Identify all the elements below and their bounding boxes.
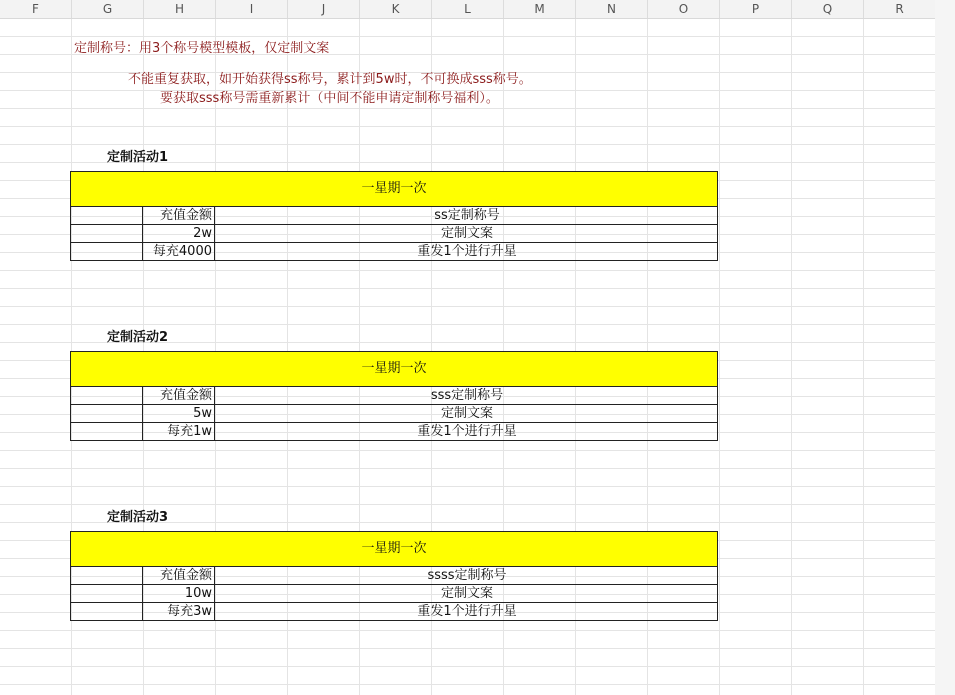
activity-1-header[interactable]: 一星期一次 bbox=[70, 171, 718, 207]
grid-row-line bbox=[0, 450, 955, 451]
value-cell[interactable]: 重发1个进行升星 bbox=[417, 604, 517, 619]
grid-row-line bbox=[0, 288, 955, 289]
grid-row-line bbox=[0, 486, 955, 487]
amount-cell[interactable]: 每充4000 bbox=[143, 243, 215, 260]
table-row bbox=[70, 567, 718, 585]
table-row bbox=[70, 423, 718, 441]
activity-1-title: 定制活动1 bbox=[107, 150, 169, 165]
column-header-j[interactable]: J bbox=[288, 0, 360, 18]
grid-row-line bbox=[0, 468, 955, 469]
column-header-m[interactable]: M bbox=[504, 0, 576, 18]
value-cell[interactable]: 定制文案 bbox=[440, 406, 493, 421]
grid-row-line bbox=[0, 108, 955, 109]
amount-cell[interactable]: 每充1w bbox=[143, 423, 215, 440]
empty-cell[interactable] bbox=[71, 603, 143, 620]
grid-row-line bbox=[0, 306, 955, 307]
amount-cell[interactable]: 充值金额 bbox=[143, 387, 215, 404]
value-cell[interactable]: ssss定制称号 bbox=[427, 568, 507, 583]
grid-row-line bbox=[0, 126, 955, 127]
column-header-i[interactable]: I bbox=[216, 0, 288, 18]
value-cell[interactable]: sss定制称号 bbox=[430, 388, 504, 403]
table-row bbox=[70, 585, 718, 603]
amount-cell[interactable]: 10w bbox=[143, 585, 215, 602]
empty-cell[interactable] bbox=[71, 585, 143, 602]
empty-cell[interactable] bbox=[71, 207, 143, 224]
column-header-h[interactable]: H bbox=[144, 0, 216, 18]
empty-cell[interactable] bbox=[71, 225, 143, 242]
column-header-r[interactable]: R bbox=[864, 0, 936, 18]
grid-row-line bbox=[0, 648, 955, 649]
amount-cell[interactable]: 2w bbox=[143, 225, 215, 242]
value-cell[interactable]: 定制文案 bbox=[440, 586, 493, 601]
table-row bbox=[70, 603, 718, 621]
empty-cell[interactable] bbox=[71, 405, 143, 422]
activity-3-title: 定制活动3 bbox=[107, 510, 169, 525]
table-row bbox=[70, 387, 718, 405]
table-row bbox=[70, 243, 718, 261]
note-rule-1: 不能重复获取，如开始获得ss称号，累计到5w时，不可换成sss称号。 bbox=[128, 72, 532, 87]
grid-row-line bbox=[0, 270, 955, 271]
empty-cell[interactable] bbox=[71, 423, 143, 440]
grid-row-line bbox=[0, 144, 955, 145]
column-header-k[interactable]: K bbox=[360, 0, 432, 18]
empty-cell[interactable] bbox=[71, 243, 143, 260]
amount-cell[interactable]: 每充3w bbox=[143, 603, 215, 620]
amount-cell[interactable]: 充值金额 bbox=[143, 567, 215, 584]
grid-row-line bbox=[0, 630, 955, 631]
note-rule-2: 要获取sss称号需重新累计（中间不能申请定制称号福利）。 bbox=[160, 91, 499, 106]
value-cell[interactable]: 定制文案 bbox=[440, 226, 493, 241]
table-row bbox=[70, 225, 718, 243]
column-header-g[interactable]: G bbox=[72, 0, 144, 18]
table-row bbox=[70, 207, 718, 225]
table-row bbox=[70, 405, 718, 423]
activity-2-header[interactable]: 一星期一次 bbox=[70, 351, 718, 387]
amount-cell[interactable]: 充值金额 bbox=[143, 207, 215, 224]
amount-cell[interactable]: 5w bbox=[143, 405, 215, 422]
column-header-q[interactable]: Q bbox=[792, 0, 864, 18]
activity-2-title: 定制活动2 bbox=[107, 330, 169, 345]
activity-3-header[interactable]: 一星期一次 bbox=[70, 531, 718, 567]
grid-row-line bbox=[0, 684, 955, 685]
vertical-scrollbar[interactable] bbox=[935, 0, 955, 695]
column-header-n[interactable]: N bbox=[576, 0, 648, 18]
value-cell[interactable]: 重发1个进行升星 bbox=[417, 244, 517, 259]
column-header-o[interactable]: O bbox=[648, 0, 720, 18]
grid-row-line bbox=[0, 504, 955, 505]
empty-cell[interactable] bbox=[71, 567, 143, 584]
grid-row-line bbox=[0, 324, 955, 325]
value-cell[interactable]: ss定制称号 bbox=[434, 208, 500, 223]
grid-row-line bbox=[0, 666, 955, 667]
column-header-f[interactable]: F bbox=[0, 0, 72, 18]
note-title: 定制称号：用3个称号模型模板，仅定制文案 bbox=[74, 41, 330, 56]
value-cell[interactable]: 重发1个进行升星 bbox=[417, 424, 517, 439]
column-header-l[interactable]: L bbox=[432, 0, 504, 18]
column-header-p[interactable]: P bbox=[720, 0, 792, 18]
empty-cell[interactable] bbox=[71, 387, 143, 404]
column-header-bar bbox=[0, 0, 955, 19]
